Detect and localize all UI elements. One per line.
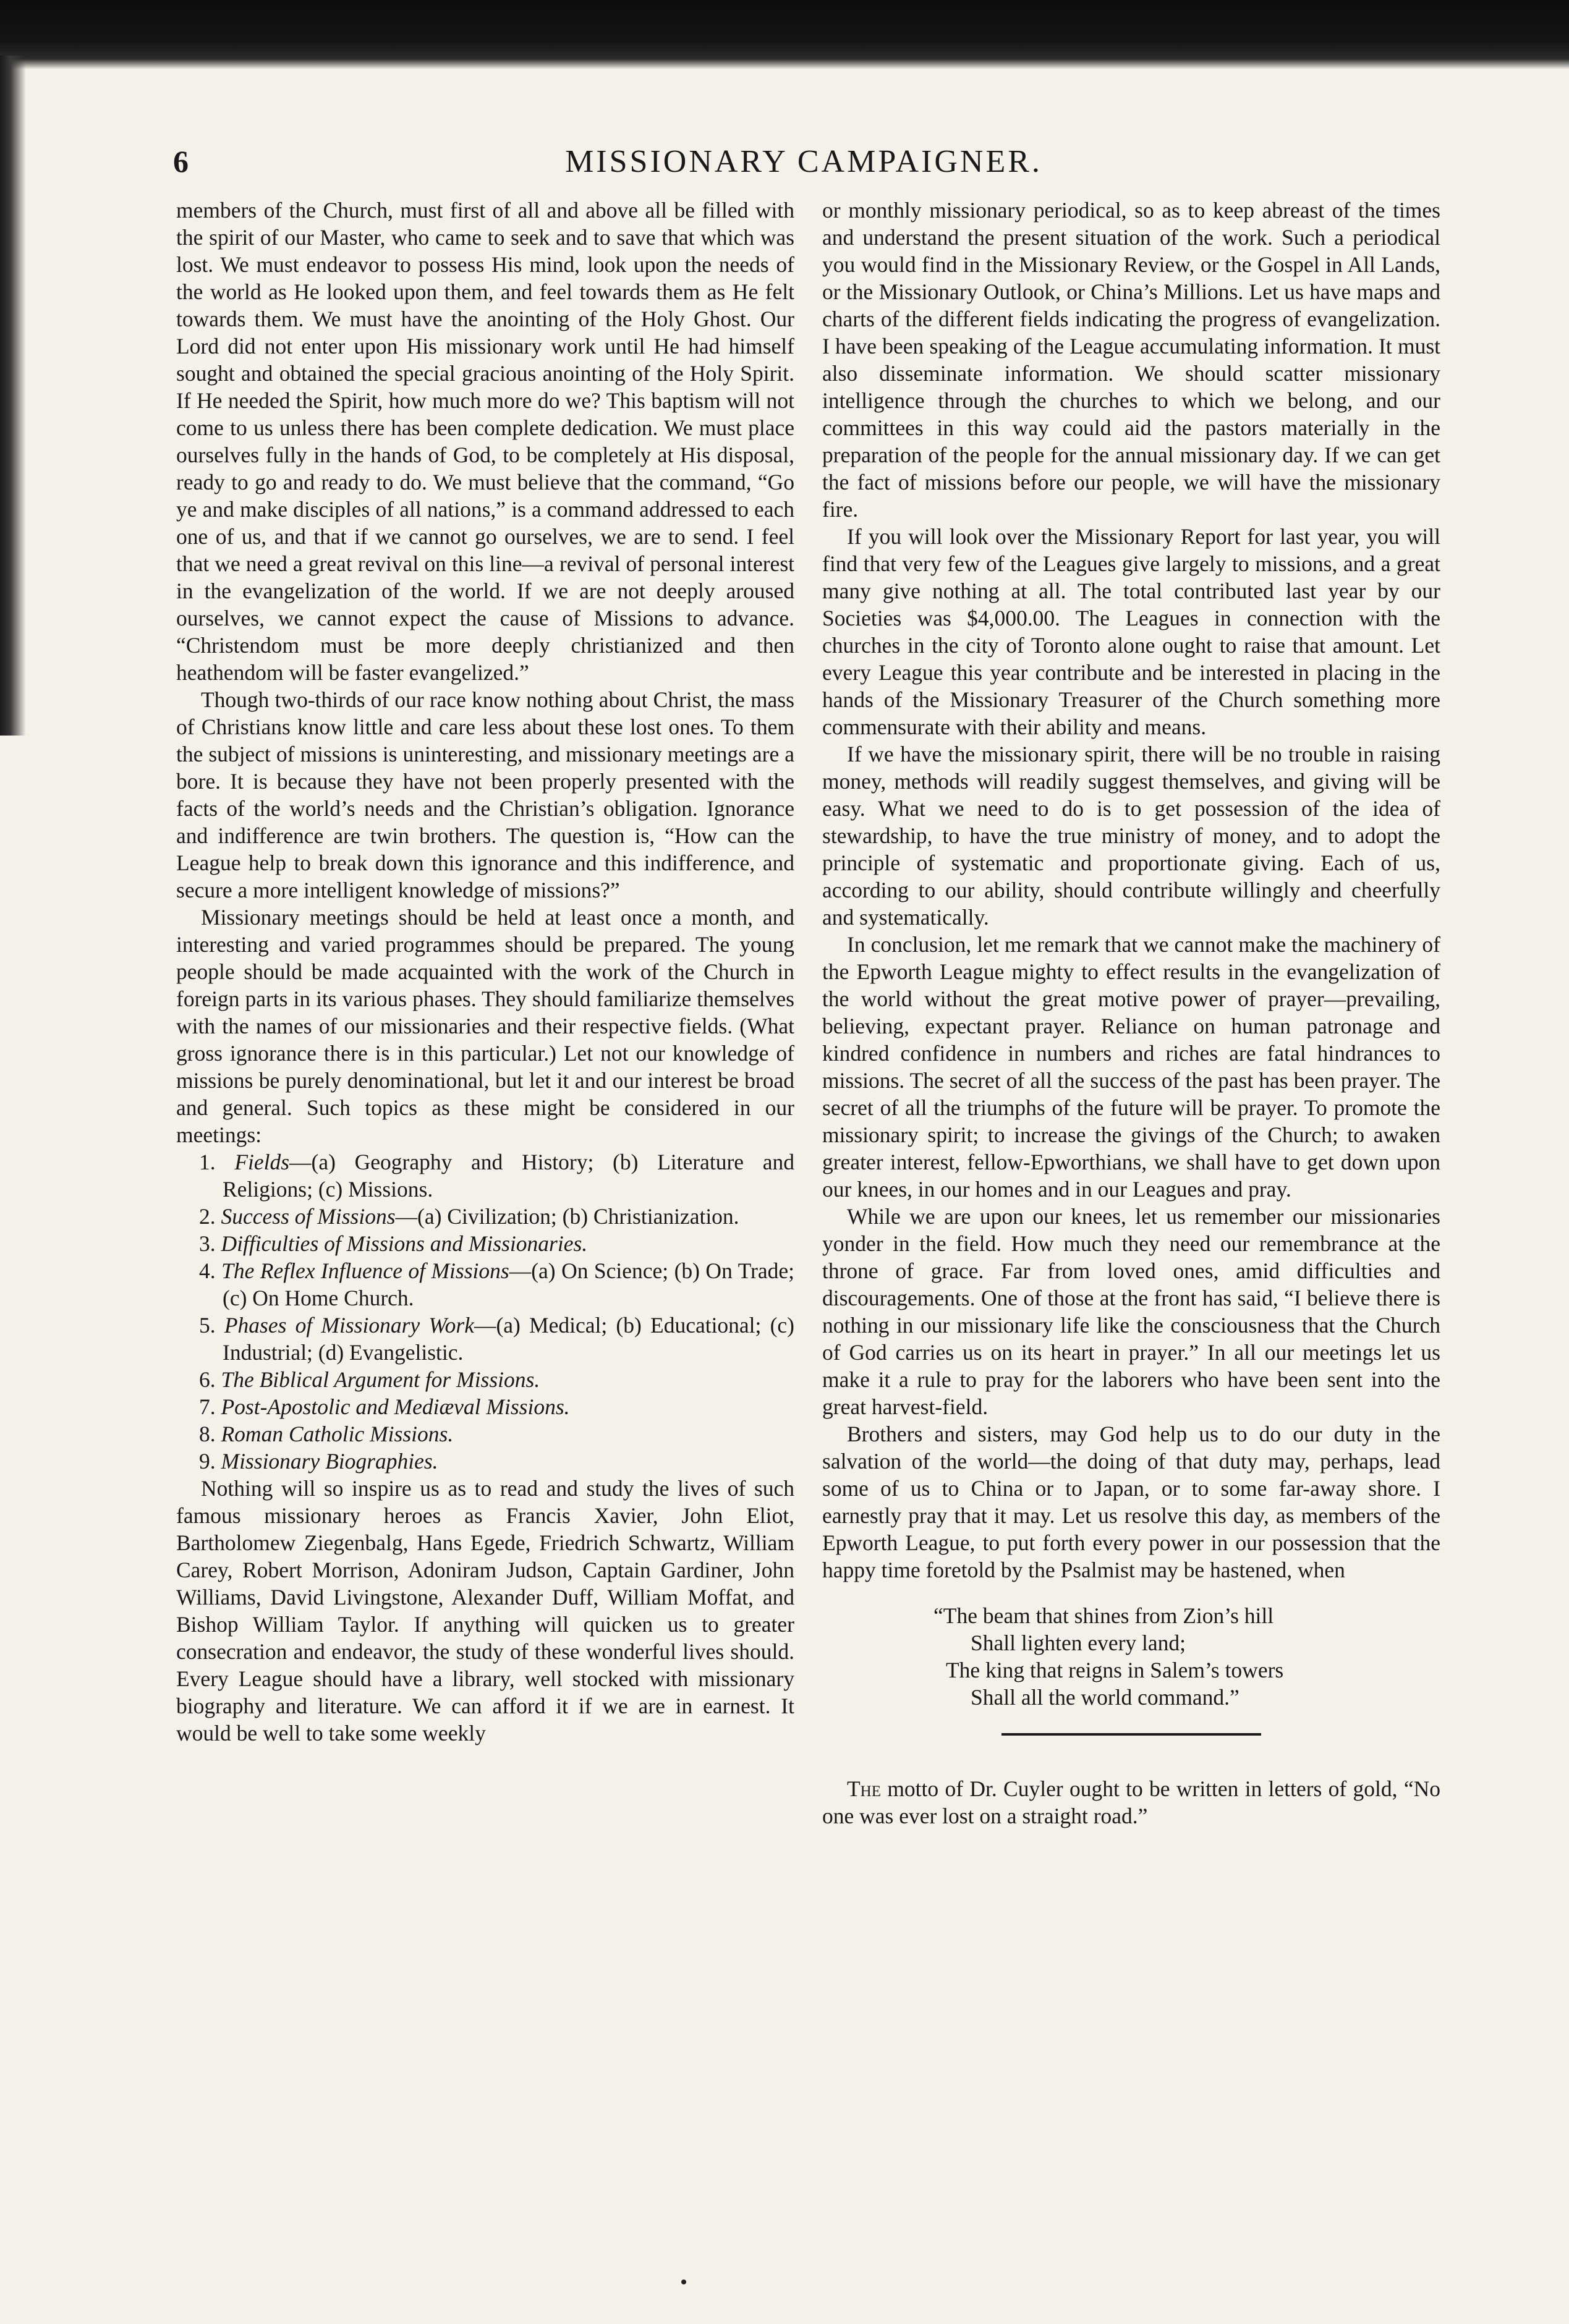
page-number: 6: [173, 144, 189, 179]
poem-line: “The beam that shines from Zion’s hill: [933, 1603, 1274, 1628]
paragraph: If you will look over the Missionary Report for last year, you will find that very few of the Leagues give largely to missions, and a great many give nothing at all. The total contributed last year by our Societies was $4,000.00. The Leagues in connection with the churches in the city of Toronto alone ought to raise that amount. Let every League this year contribute and be interested in placing in the hands of the Missionary Treasurer of the Church something more commensurate with their ability and means.: [822, 524, 1440, 739]
paragraph: Nothing will so inspire us as to read and study the lives of such famous missionary heroes as Francis Xavier, John Eliot, Bartholomew Ziegenbalg, Hans Egede, Friedrich Schwartz, William Carey, Robert Morrison, Adoniram Judson, Captain Gardiner, John Williams, David Livingstone, Alexander Duff, William Moffat, and Bishop William Taylor. If anything will quicken us to greater consecration and endeavor, the study of these wonderful lives should. Every League should have a library, well stocked with missionary biography and literature. We can afford it if we are in earnest. It would be well to take some weekly: [176, 1476, 794, 1745]
list-item: 4. The Reflex Influence of Missions—(a) On Science; (b) On Trade; (c) On Home Church.: [199, 1258, 795, 1310]
right-column: [822, 197, 1440, 1830]
list-item: 8. Roman Catholic Missions.: [199, 1422, 454, 1446]
list-item: 2. Success of Missions—(a) Civilization; (b) Christianization.: [199, 1204, 739, 1229]
poem-line: Shall all the world command.”: [971, 1685, 1239, 1710]
paragraph: members of the Church, must first of all and above all be filled with the spirit of our Master, who came to seek and to save that which was lost. We must endeavor to possess His mind, look upon the needs of the world as He looked upon them, and feel towards them as He felt towards them. We must have the anointing of the Holy Ghost. Our Lord did not enter upon His missionary work until He had himself sought and obtained the special gracious anointing of the Holy Spirit. If He needed the Spirit, how much more do we? This baptism will not come to us unless there has been complete dedication. We must place ourselves fully in the hands of God, to be completely at His disposal, ready to go and ready to do. We must believe that the command, “Go ye and make disciples of all nations,” is a command addressed to each one of us, and that if we cannot go ourselves, we are to send. I feel that we need a great revival on this line—a revival of personal interest in the evangelization of the world. If we are not deeply aroused ourselves, we cannot expect the cause of Missions to advance. “Christendom must be more deeply christianized and then heathendom will be faster evangelized.”: [176, 198, 794, 685]
running-title: MISSIONARY CAMPAIGNER.: [565, 144, 1042, 179]
poem-line: Shall lighten every land;: [971, 1631, 1186, 1655]
paragraph: If we have the missionary spirit, there will be no trouble in raising money, methods will readily suggest themselves, and giving will be easy. What we need to do is to get possession of the idea of stewardship, to have the true ministry of money, and to adopt the principle of systematic and proportionate giving. Each of us, according to our ability, should contribute willingly and cheerfully and systematically.: [822, 742, 1440, 930]
paragraph: or monthly missionary periodical, so as to keep abreast of the times and understand the present situation of the work. Such a periodical you would find in the Missionary Review, or the Gospel in All Lands, or the Missionary Outlook, or China’s Millions. Let us have maps and charts of the different fields indicating the progress of evangelization. I have been speaking of the League accumulating information. It must also disseminate information. We should scatter missionary intelligence through the churches to which we belong, and our committees in this way could aid the pastors materially in the preparation of the people for the annual missionary day. If we can get the fact of missions before our people, we will have the missionary fire.: [822, 198, 1440, 522]
topic-list: [176, 1148, 794, 1475]
page-header: [173, 143, 1434, 193]
page-mark: [681, 2279, 686, 2284]
list-item: 9. Missionary Biographies.: [199, 1449, 438, 1474]
list-item: 7. Post-Apostolic and Mediæval Missions.: [199, 1394, 570, 1419]
poem-line: The king that reigns in Salem’s towers: [946, 1658, 1284, 1682]
paragraph: While we are upon our knees, let us remember our missionaries yonder in the field. How much they need our remembrance at the throne of grace. Far from loved ones, amid difficulties and discouragements. One of those at the front has said, “I believe there is nothing in our missionary life like the consciousness that the Church of God carries us on its heart in prayer.” In all our meetings let us make it a rule to pray for the laborers who have been sent into the great harvest-field.: [822, 1204, 1440, 1419]
paragraph: Brothers and sisters, may God help us to do our duty in the salvation of the world—the doing of that duty may, perhaps, lead some of us to China or to Japan, or to some far-away shore. I earnestly pray that it may. Let us resolve this day, as members of the Epworth League, to put forth every power in our possession that the happy time foretold by the Psalmist may be hastened, when: [822, 1422, 1440, 1582]
section-divider: [1001, 1733, 1261, 1736]
paragraph: Missionary meetings should be held at least once a month, and interesting and varied programmes should be prepared. The young people should be made acquainted with the work of the Church in foreign parts in its various phases. They should familiarize themselves with the names of our missionaries and their respective fields. (What gross ignorance there is in this particular.) Let not our knowledge of missions be purely denominational, but let it and our interest be broad and general. Such topics as these might be considered in our meetings:: [176, 905, 794, 1147]
left-column: [176, 197, 794, 1747]
list-item: 5. Phases of Missionary Work—(a) Medical; (b) Educational; (c) Industrial; (d) Evangelistic.: [199, 1313, 795, 1365]
motto-paragraph: [822, 1775, 1440, 1830]
list-item: 6. The Biblical Argument for Missions.: [199, 1367, 540, 1392]
paragraph: Though two-thirds of our race know nothing about Christ, the mass of Christians know little and care less about these lost ones. To them the subject of missions is uninteresting, and missionary meetings are a bore. It is because they have not been properly presented with the facts of the world’s needs and the Christian’s obligation. Ignorance and indifference are twin brothers. The question is, “How can the League help to break down this ignorance and this indifference, and secure a more intelligent knowledge of missions?”: [176, 687, 794, 902]
scan-top-edge: [0, 0, 1569, 69]
scan-left-edge: [0, 56, 26, 736]
motto-text: motto of Dr. Cuyler ought to be written in letters of gold, “No one was ever lost on a straight road.”: [822, 1776, 1440, 1828]
motto-lead: The: [847, 1776, 882, 1801]
paragraph: In conclusion, let me remark that we cannot make the machinery of the Epworth League mighty to effect results in the evangelization of the world without the great motive power of prayer—prevailing, believing, expectant prayer. Reliance on human patronage and kindred confidence in numbers and riches are fatal hindrances to missions. The secret of all the success of the past has been prayer. The secret of all the triumphs of the future will be prayer. To promote the missionary spirit; to increase the givings of the Church; to awaken greater interest, fellow-Epworthians, we shall have to get down upon our knees, in our homes and in our Leagues and pray.: [822, 932, 1440, 1202]
poem-quote: [933, 1602, 1440, 1711]
list-item: 1. Fields—(a) Geography and History; (b) Literature and Religions; (c) Missions.: [199, 1150, 794, 1202]
list-item: 3. Difficulties of Missions and Missionaries.: [199, 1231, 588, 1256]
